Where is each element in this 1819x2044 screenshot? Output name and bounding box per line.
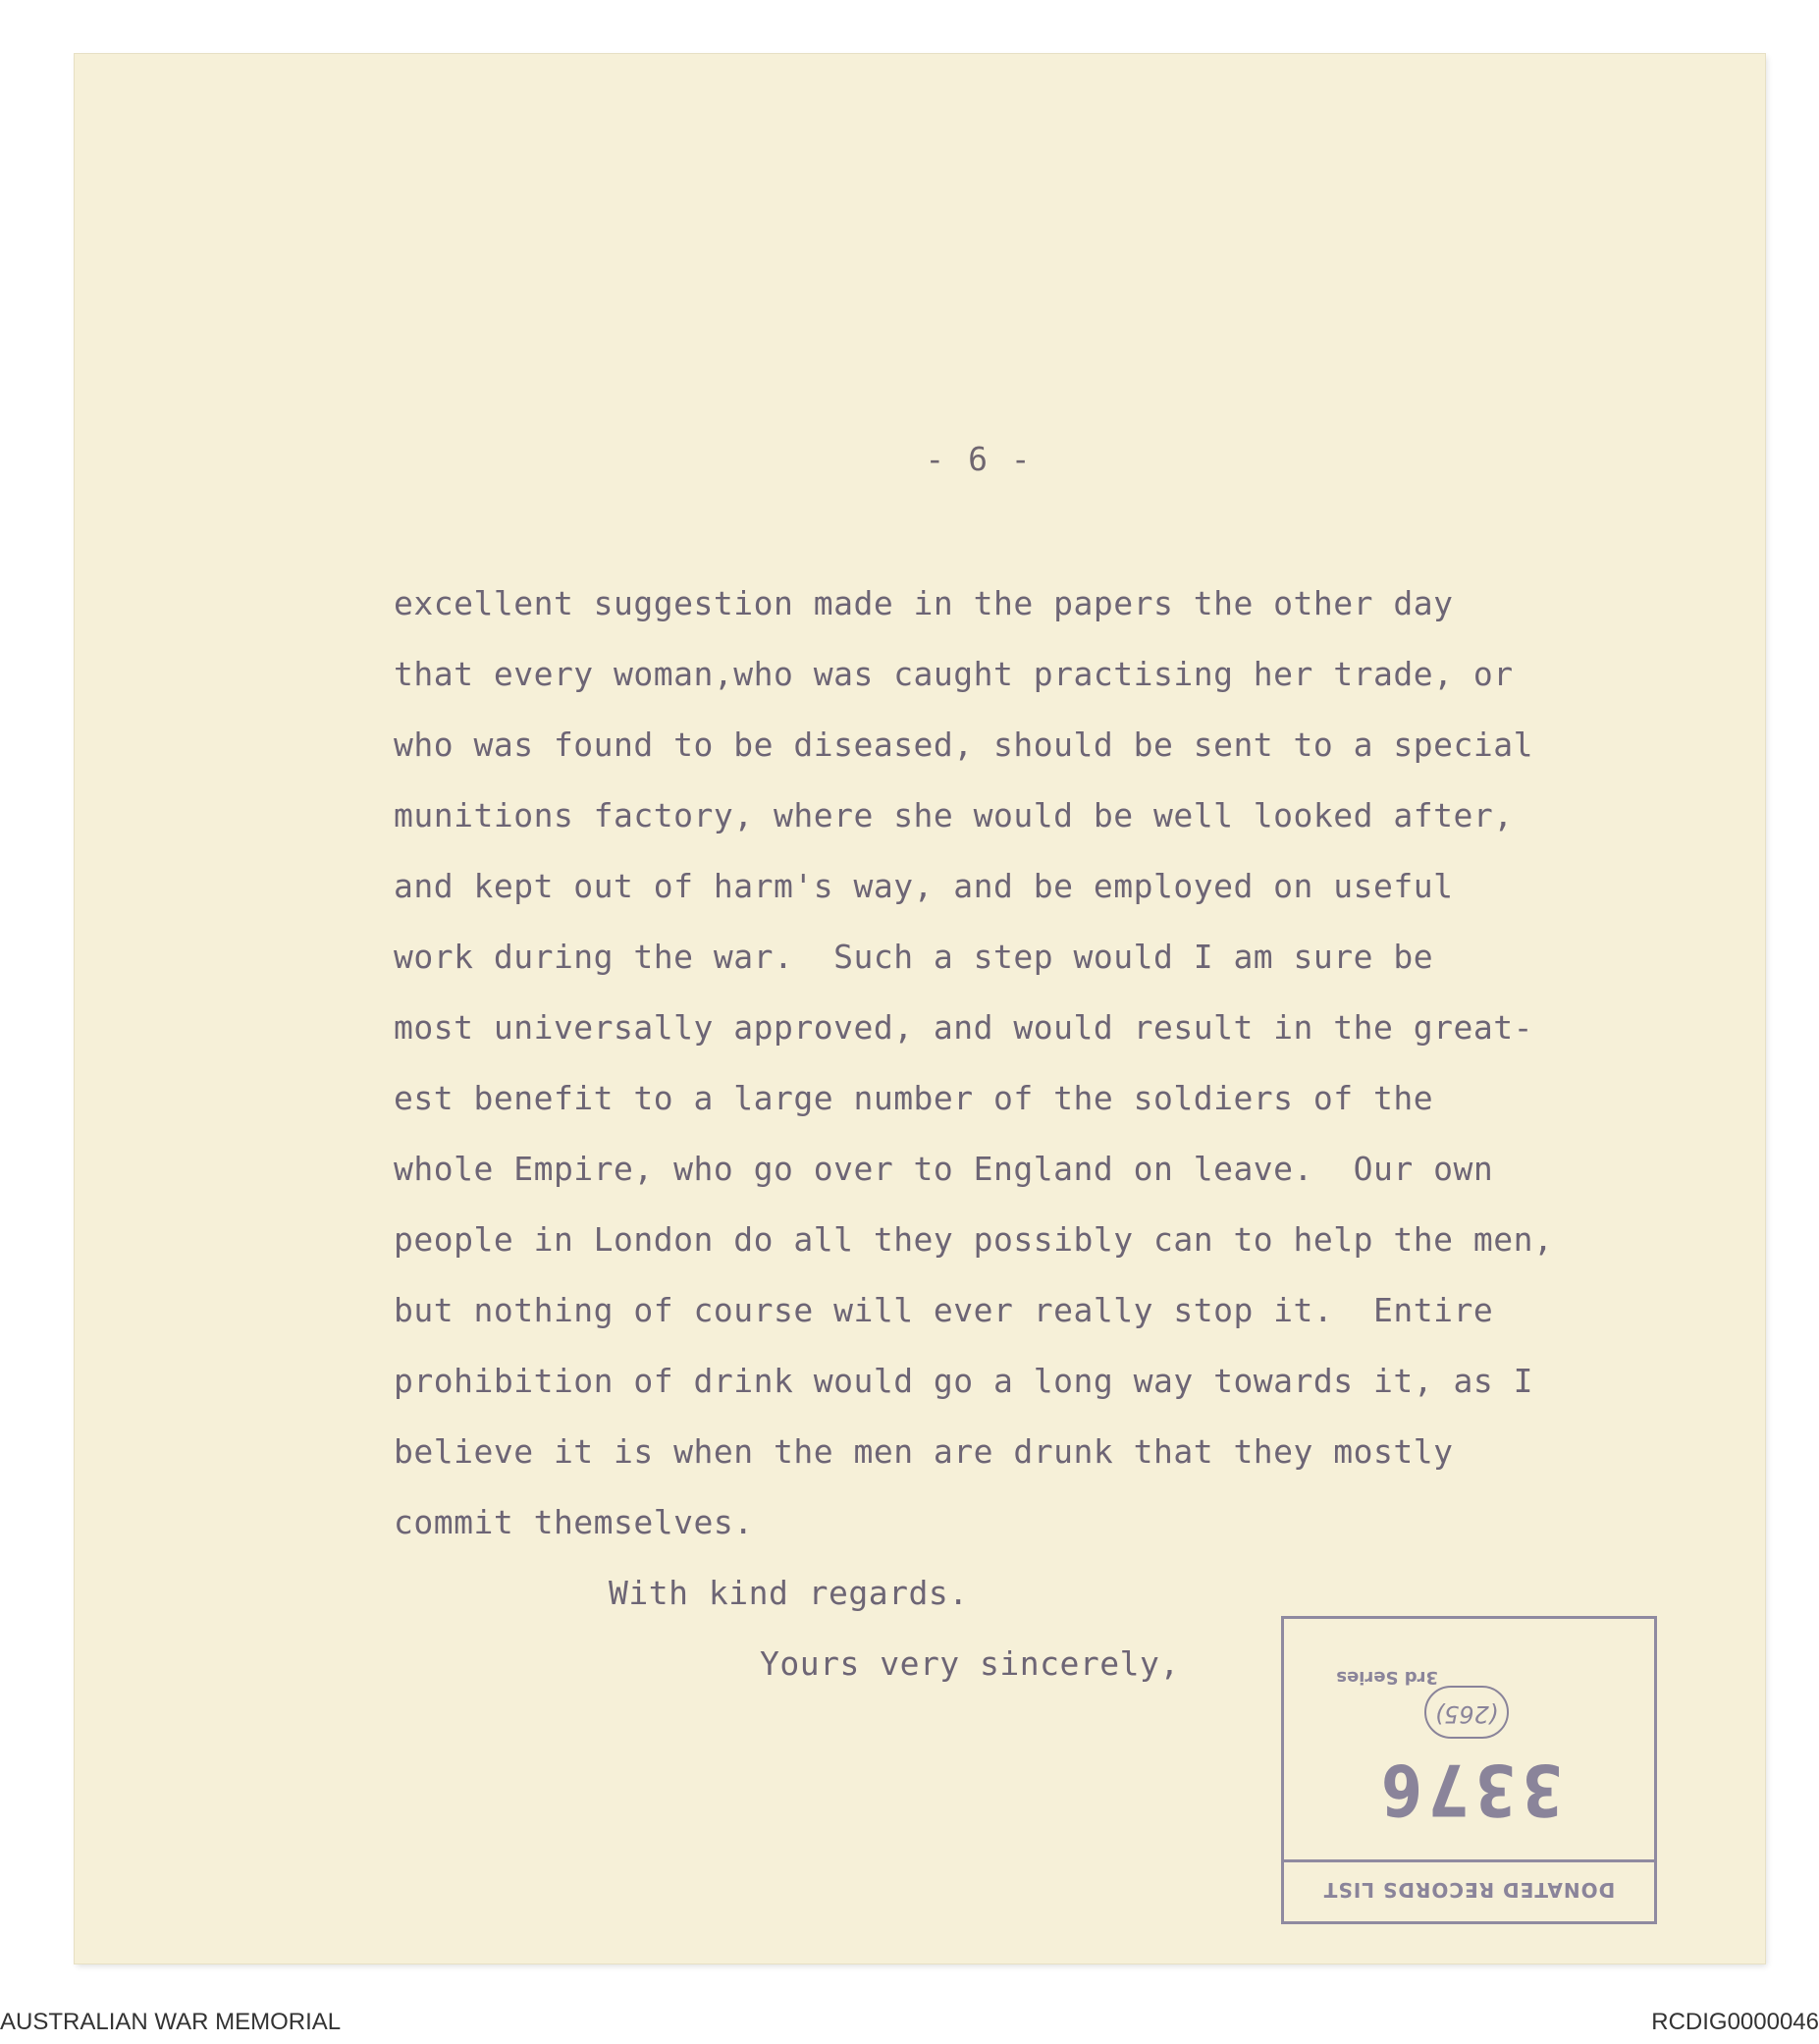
donated-records-stamp (1281, 1616, 1657, 1924)
text-line: but nothing of course will ever really stop it. Entire (394, 1291, 1494, 1329)
text-line: munitions factory, where she would be well looked after, (394, 796, 1514, 834)
text-line: most universally approved, and would result in the great- (394, 1008, 1533, 1047)
text-line: believe it is when the men are drunk that they mostly (394, 1432, 1454, 1471)
page-number: - 6 - (925, 440, 1033, 478)
text-line: who was found to be diseased, should be sent to a special (394, 726, 1533, 764)
stamp-series: 3rd Series (1336, 1667, 1438, 1688)
text-line: work during the war. Such a step would I am sure be (394, 938, 1434, 976)
text-line: commit themselves. (394, 1503, 754, 1541)
footer-record-id: RCDIG0000046 (1651, 2009, 1819, 2035)
closing-line: With kind regards. (609, 1574, 969, 1612)
text-line: prohibition of drink would go a long way towards it, as I (394, 1362, 1533, 1400)
text-line: whole Empire, who go over to England on leave. Our own (394, 1150, 1494, 1188)
stamp-handwritten-note: (265) (1424, 1686, 1509, 1739)
letter-body (394, 580, 1699, 1711)
stamp-number: 3376 (1375, 1748, 1563, 1830)
text-line: people in London do all they possibly can to help the men, (394, 1220, 1554, 1259)
text-line: est benefit to a large number of the soldiers of the (394, 1079, 1434, 1117)
text-line: excellent suggestion made in the papers the other day (394, 584, 1454, 622)
document-page (75, 54, 1765, 1963)
text-line: and kept out of harm's way, and be employed on useful (394, 867, 1454, 905)
signoff-line: Yours very sincerely, (760, 1644, 1180, 1683)
text-line: that every woman,who was caught practising her trade, or (394, 655, 1514, 693)
stamp-title: DONATED RECORDS LIST (1322, 1878, 1616, 1902)
footer-institution: AUSTRALIAN WAR MEMORIAL (0, 2009, 342, 2035)
stamp-header (1284, 1859, 1654, 1921)
